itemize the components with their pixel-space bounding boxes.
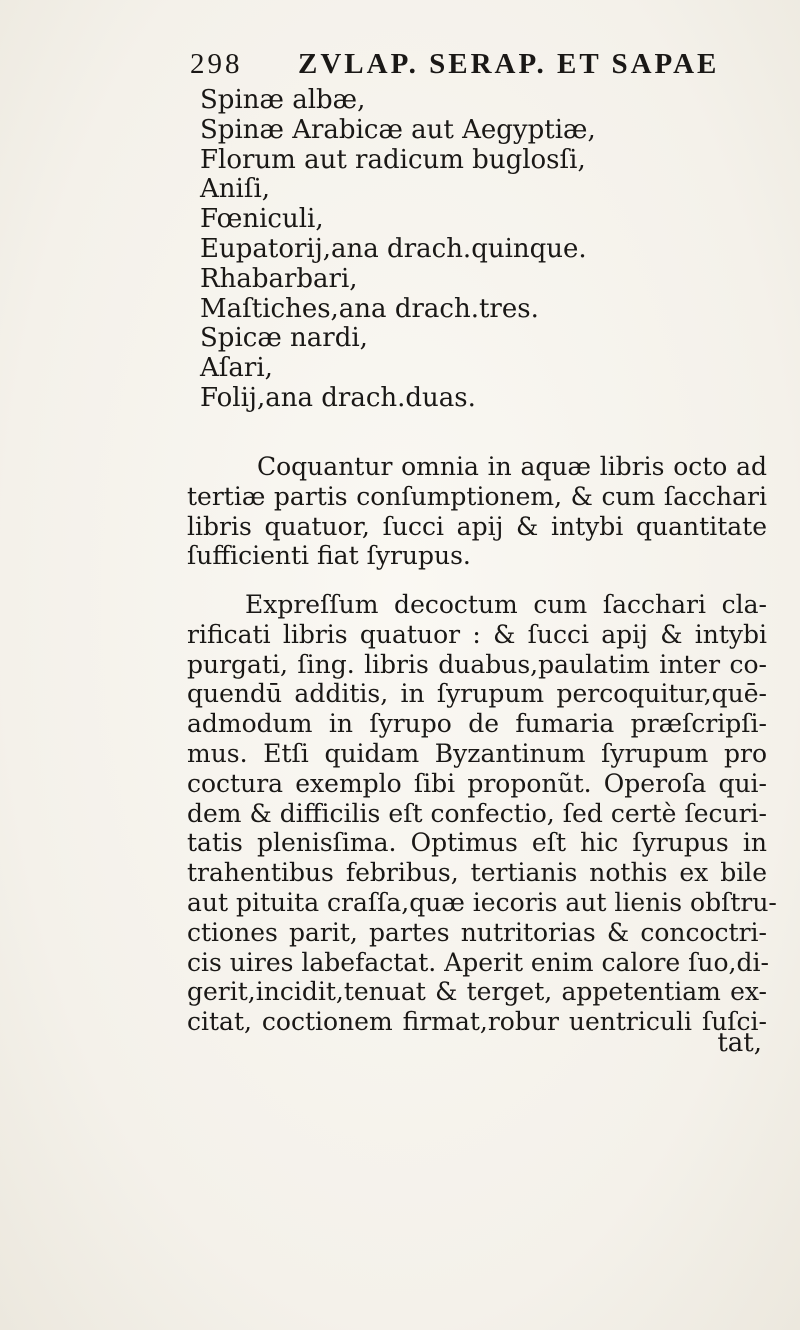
ingredient-line: Maſtiches,ana drach.tres.: [200, 293, 539, 324]
ingredient-line: Folij,ana drach.duas.: [200, 382, 476, 413]
ingredient-line: Eupatorij,ana drach.quinque.: [200, 233, 587, 264]
ingredient-line: Aſari,: [200, 353, 273, 384]
ingredient-line: Spicæ nardi,: [200, 323, 368, 354]
paragraph-line: ctiones parit, partes nutritorias & concoctri-: [187, 917, 767, 947]
paragraph-line: mus. Etſi quidam Byzantinum ſyrupum pro: [187, 738, 767, 768]
paragraph-line: ſufficienti fiat ſyrupus.: [187, 541, 471, 571]
paragraph-line: libris quatuor, ſucci apij & intybi quantitate: [187, 511, 767, 541]
paragraph-line: quendū additis, in ſyrupum percoquitur,quē-: [187, 679, 767, 709]
paragraph-line: purgati, ſing. libris duabus,paulatim inter co-: [187, 649, 767, 679]
ingredient-line: Spinæ Arabicæ aut Aegyptiæ,: [200, 114, 596, 145]
paragraph-line: rificati libris quatuor : & ſucci apij & intybi: [187, 619, 767, 649]
paragraph-line: Expreſſum decoctum cum ſacchari cla-: [245, 590, 767, 619]
paragraph-line: trahentibus febribus, tertianis nothis ex bile: [187, 858, 767, 888]
catchword: tat,: [717, 1028, 762, 1058]
paragraph-line: admodum in ſyrupo de fumaria præſcripſi-: [187, 709, 767, 739]
paragraph-line: dem & difficilis eſt confectio, ſed certè ſecuri-: [187, 798, 767, 828]
paragraph-line: gerit,incidit,tenuat & terget, appetentiam ex-: [187, 977, 767, 1007]
paragraph-line: tertiæ partis conſumptionem, & cum ſacchari: [187, 481, 767, 511]
ingredient-line: Spinæ albæ,: [200, 85, 366, 115]
ingredient-line: Fœniculi,: [200, 204, 324, 235]
ingredient-list: [200, 86, 760, 414]
running-title: ZVLAP. SERAP. ET SAPAE: [298, 48, 720, 80]
paragraph-line: coctura exemplo ſibi proponũt. Operoſa qui-: [187, 768, 767, 798]
ingredient-line: Aniſi,: [200, 174, 271, 205]
paragraph-line: Coquantur omnia in aquæ libris octo ad: [257, 452, 767, 481]
paragraph-line: citat, coctionem firmat,robur uentriculi ſuſci-: [187, 1007, 767, 1037]
running-head: [190, 48, 750, 88]
ingredient-line: Rhabarbari,: [200, 263, 358, 294]
ingredient-line: Florum aut radicum buglosſi,: [200, 144, 586, 175]
paragraph-coquantur: [187, 452, 767, 571]
paragraph-line: cis uires labefactat. Aperit enim calore ſuo,di-: [187, 947, 769, 977]
page-number: 298: [190, 48, 243, 80]
paragraph-line: tatis plenisſima. Optimus eſt hic ſyrupus in: [187, 828, 767, 858]
paragraph-expressum: [187, 590, 777, 1037]
paragraph-line: aut pituita craſſa,quæ iecoris aut lienis obſtru-: [187, 887, 777, 917]
